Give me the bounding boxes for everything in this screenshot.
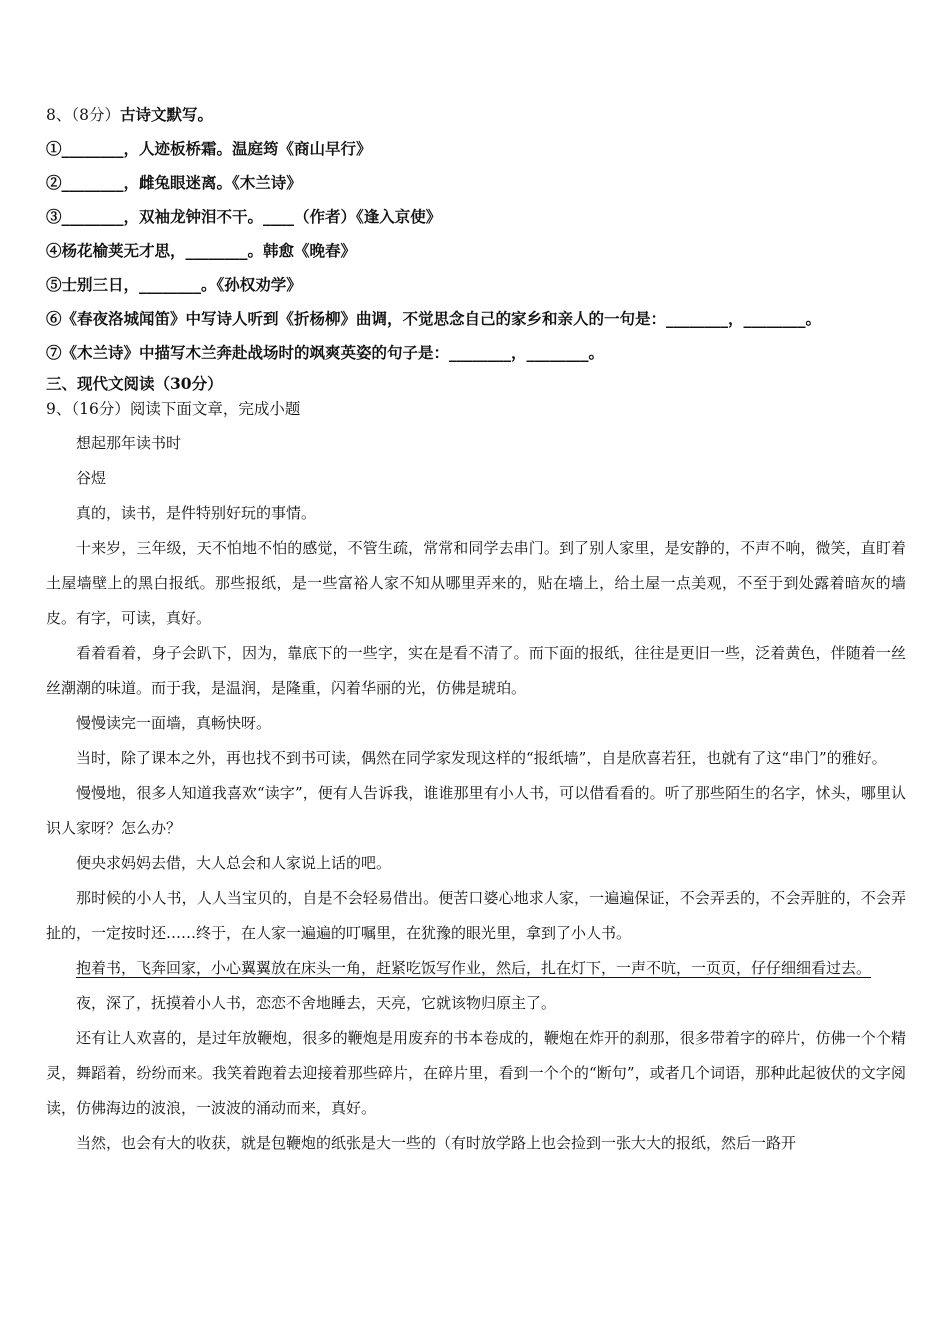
question-8-title: 古诗文默写。	[119, 105, 213, 124]
poem-line-3: ③________，双袖龙钟泪不干。____（作者）《逢入京使》	[46, 207, 442, 226]
poem-line-1: ①________，人迹板桥霜。温庭筠《商山早行》	[46, 139, 372, 158]
poem-line-6: ⑥《春夜洛城闻笛》中写诗人听到《折杨柳》曲调，不觉思念自己的家乡和亲人的一句是：________，________。	[46, 309, 822, 328]
article-paragraph: 夜，深了，抚摸着小人书，恋恋不舍地睡去，天亮，它就该物归原主了。	[76, 994, 557, 1012]
article-title: 想起那年读书时	[76, 434, 182, 452]
article-paragraph: 便央求妈妈去借，大人总会和人家说上话的吧。	[76, 854, 392, 872]
article-paragraph: 真的，读书，是件特别好玩的事情。	[76, 504, 317, 522]
article-paragraph: 还有让人欢喜的，是过年放鞭炮，很多的鞭炮是用废弃的书本卷成的，鞭炮在炸开的刹那，很多带着字的碎片，仿佛一个个精灵，舞蹈着，纷纷而来。我笑着跑着去迎接着那些碎片，在碎片里，看到一个个的“断句”，或者几个词语，那种此起彼伏的文字阅读，仿佛海边的波浪，一波波的涌动而来，真好。	[46, 1029, 906, 1117]
poem-line-7: ⑦《木兰诗》中描写木兰奔赴战场时的飒爽英姿的句子是：________，________。	[46, 343, 605, 362]
section-heading: 三、现代文阅读（30分）	[46, 374, 223, 393]
reading-article	[46, 426, 906, 1161]
question-8	[46, 98, 906, 370]
poem-line-2: ②________，雌兔眼迷离。《木兰诗》	[46, 173, 302, 192]
poem-line-4: ④杨花榆荚无才思，________。韩愈《晚春》	[46, 241, 357, 260]
article-paragraph: 十来岁，三年级，天不怕地不怕的感觉，不管生疏，常常和同学去串门。到了别人家里，是安静的，不声不响，微笑，直盯着土屋墙壁上的黑白报纸。那些报纸，是一些富裕人家不知从哪里弄来的，贴在墙上，给土屋一点美观，不至于到处露着暗灰的墙皮。有字，可读，真好。	[46, 539, 906, 627]
article-paragraph: 看着看着，身子会趴下，因为，靠底下的一些字，实在是看不清了。而下面的报纸，往往是更旧一些，泛着黄色，伴随着一丝丝潮潮的味道。而于我，是温润，是隆重，闪着华丽的光，仿佛是琥珀。	[46, 644, 906, 697]
question-8-number: 8、（8分）	[46, 106, 120, 124]
article-paragraph: 慢慢地，很多人知道我喜欢“读字”，便有人告诉我，谁谁那里有小人书，可以借看看的。听了那些陌生的名字，怵头，哪里认识人家呀？怎么办？	[46, 784, 906, 837]
article-paragraph: 慢慢读完一面墙，真畅快呀。	[76, 714, 272, 732]
article-paragraph: 那时候的小人书，人人当宝贝的，自是不会轻易借出。便苦口婆心地求人家，一遍遍保证，不会弄丢的，不会弄脏的，不会弄扯的，一定按时还……终于，在人家一遍遍的叮嘱里，在犹豫的眼光里，拿到了小人书。	[46, 889, 906, 942]
underlined-sentence: 抱着书，飞奔回家，小心翼翼放在床头一角，赶紧吃饭写作业，然后，扎在灯下，一声不吭，一页页，仔仔细细看过去。	[76, 959, 872, 977]
article-paragraph-underlined	[46, 951, 906, 986]
poem-line-5: ⑤士别三日，________。《孙权劝学》	[46, 275, 302, 294]
article-paragraph: 当时，除了课本之外，再也找不到书可读，偶然在同学家发现这样的“报纸墙”，自是欣喜若狂，也就有了这“串门”的雅好。	[76, 749, 887, 767]
question-8-header	[46, 98, 906, 132]
question-9-header: 9、（16分）阅读下面文章，完成小题	[46, 400, 301, 418]
article-author: 谷煜	[76, 469, 107, 487]
article-paragraph: 当然，也会有大的收获，就是包鞭炮的纸张是大一些的（有时放学路上也会捡到一张大大的报纸，然后一路开	[76, 1134, 797, 1152]
